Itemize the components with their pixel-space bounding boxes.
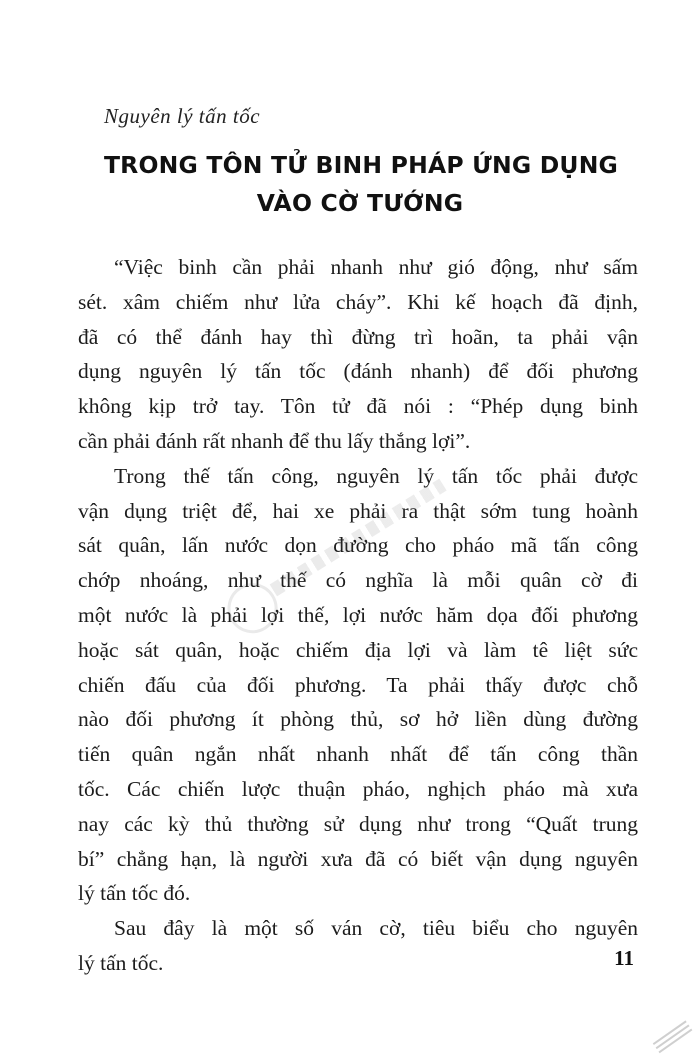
text-line: chiến đấu của đối phương. Ta phải thấy được chỗ (78, 672, 638, 697)
text-line: không kịp trở tay. Tôn tử đã nói : “Phép dụng binh (78, 394, 638, 419)
text-line: tốc. Các chiến lược thuận pháo, nghịch pháo mà xưa (78, 776, 638, 801)
chapter-title-line-2: VÀO CỜ TƯỚNG (256, 189, 464, 217)
text-line: đã có thể đánh hay thì đừng trì hoãn, ta phải vận (78, 324, 638, 349)
corner-stamp-icon (651, 1018, 693, 1054)
paragraph-3 (78, 911, 638, 981)
text-line: tiến quân ngắn nhất nhanh nhất để tấn công thần (78, 742, 638, 767)
text-line: nay các kỳ thủ thường sử dụng như trong “Quất trung (78, 811, 638, 836)
text-line: lý tấn tốc. (78, 950, 164, 975)
paragraph-2 (78, 459, 638, 911)
text-line: hoặc sát quân, hoặc chiếm địa lợi và làm tê liệt sức (78, 637, 638, 662)
text-line: dụng nguyên lý tấn tốc (đánh nhanh) để đối phương (78, 359, 638, 384)
text-line: nào đối phương ít phòng thủ, sơ hở liền dùng đường (78, 707, 638, 732)
text-line: sét. xâm chiếm như lửa cháy”. Khi kế hoạch đã định, (78, 289, 638, 314)
page-number: 11 (614, 946, 634, 970)
text-line: bí” chẳng hạn, là người xưa đã có biết vận dụng nguyên (78, 846, 638, 871)
body-text (78, 250, 638, 981)
text-line: một nước là phải lợi thế, lợi nước hăm dọa đối phương (78, 602, 638, 627)
text-line: chớp nhoáng, như thế có nghĩa là mỗi quân cờ đi (78, 568, 638, 593)
text-line: Trong thế tấn công, nguyên lý tấn tốc phải được (114, 463, 638, 488)
text-line: Sau đây là một số ván cờ, tiêu biểu cho nguyên (114, 916, 638, 941)
text-line: sát quân, lấn nước dọn đường cho pháo mã tấn công (78, 533, 638, 558)
text-line: vận dụng triệt để, hai xe phải ra thật sớm tung hoành (78, 498, 638, 523)
running-head: Nguyên lý tấn tốc (104, 104, 261, 128)
text-line: “Việc binh cần phải nhanh như gió động, như sấm (114, 255, 638, 279)
chapter-title-line-1: TRONG TÔN TỬ BINH PHÁP ỨNG DỤNG (103, 151, 619, 179)
paragraph-1 (78, 250, 638, 459)
chapter-title (0, 146, 700, 222)
text-line: cần phải đánh rất nhanh để thu lấy thắng lợi”. (78, 428, 471, 453)
text-line: lý tấn tốc đó. (78, 881, 191, 906)
